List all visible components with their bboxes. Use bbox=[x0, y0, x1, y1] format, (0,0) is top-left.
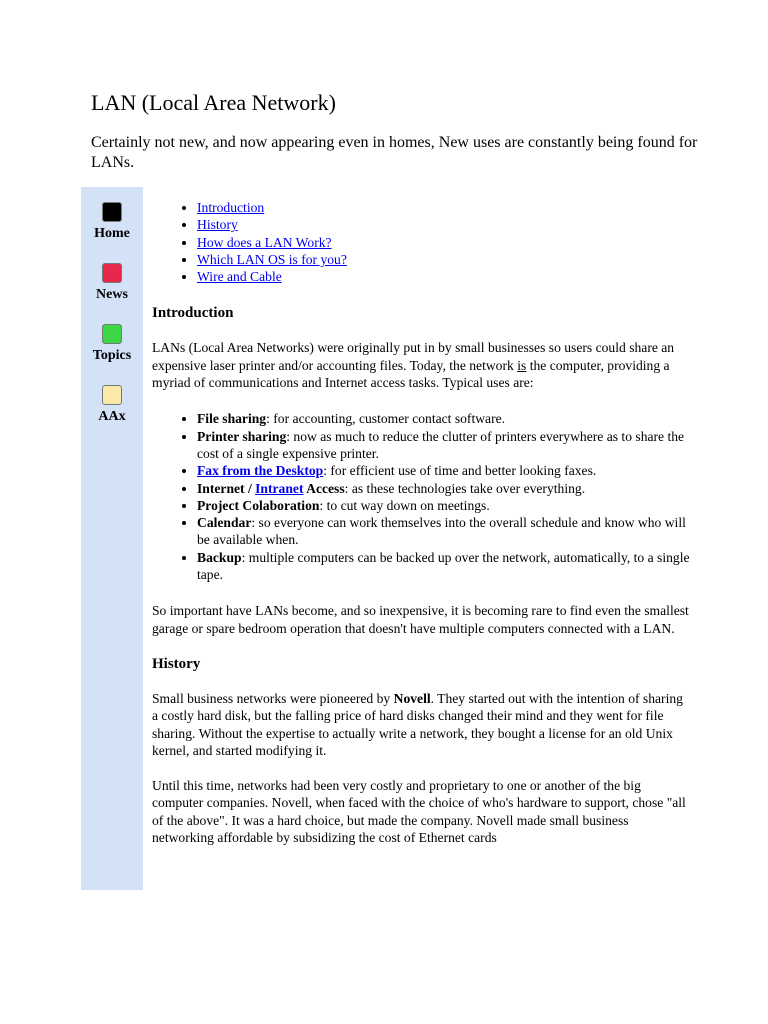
introduction-paragraph-1 bbox=[152, 339, 692, 391]
list-item bbox=[197, 410, 692, 427]
home-icon bbox=[102, 202, 122, 222]
toc-link-history[interactable]: History bbox=[197, 217, 238, 233]
list-item bbox=[197, 216, 692, 233]
use-description: : multiple computers can be backed up over the network, automatically, to a single tape. bbox=[197, 549, 690, 583]
aax-icon bbox=[102, 385, 122, 405]
sidebar-item-news[interactable] bbox=[81, 263, 143, 304]
page-title: LAN (Local Area Network) bbox=[91, 90, 336, 115]
use-term: Calendar bbox=[197, 515, 252, 531]
sidebar-item-home[interactable] bbox=[81, 202, 143, 243]
introduction-paragraph-2: So important have LANs become, and so inexpensive, it is becoming rare to find even the smallest garage or spare bedroom operation that doesn't have multiple computers connected with a LAN. bbox=[152, 603, 689, 636]
use-term: Internet / bbox=[197, 480, 256, 496]
sidebar bbox=[81, 187, 143, 890]
toc-link-introduction[interactable]: Introduction bbox=[197, 200, 265, 215]
intro-paragraph: Certainly not new, and now appearing even in homes, New uses are constantly being found for LANs. bbox=[91, 134, 698, 171]
use-term: Access bbox=[303, 480, 345, 496]
history-paragraph-1 bbox=[152, 690, 692, 759]
use-term: Project Colaboration bbox=[197, 497, 320, 513]
section-heading-introduction: Introduction bbox=[152, 305, 234, 322]
paragraph-text: the computer, providing a myriad of communications and Internet access tasks. Typical uses are: bbox=[152, 357, 670, 391]
list-item bbox=[197, 234, 692, 251]
fax-from-desktop-link[interactable]: Fax from the Desktop bbox=[197, 463, 324, 479]
use-term: File sharing bbox=[197, 411, 267, 427]
main-content bbox=[152, 199, 692, 846]
list-item bbox=[197, 462, 692, 479]
uses-list bbox=[152, 410, 692, 583]
sidebar-item-label: Home bbox=[94, 226, 130, 241]
emphasized-word: is bbox=[517, 357, 527, 373]
list-item bbox=[197, 268, 692, 285]
paragraph-text: . They started out with the intention of sharing a costly hard disk, but the falling price of hard disks changed their mind and they went for file sharing. Without the expertise to actually write a network, they bought a license for an old Unix kernel, and started modifying it. bbox=[152, 690, 683, 758]
paragraph-text: LANs (Local Area Networks) were originally put in by small businesses so users could share an expensive laser printer and/or accounting files. Today, the network bbox=[152, 340, 675, 373]
news-icon bbox=[102, 263, 122, 283]
list-item bbox=[197, 251, 692, 268]
use-description: : now as much to reduce the clutter of printers everywhere as to share the cost of a single expensive printer. bbox=[197, 428, 685, 461]
use-description: : to cut way down on meetings. bbox=[319, 497, 490, 513]
use-description: : as these technologies take over everything. bbox=[344, 480, 586, 496]
list-item bbox=[197, 549, 692, 584]
section-heading-history: History bbox=[152, 655, 201, 672]
topics-icon bbox=[102, 324, 122, 344]
paragraph-text: Small business networks were pioneered by bbox=[152, 690, 394, 706]
list-item bbox=[197, 480, 692, 497]
list-item bbox=[197, 514, 692, 549]
sidebar-item-topics[interactable] bbox=[81, 324, 143, 365]
toc-link-wire-and-cable[interactable]: Wire and Cable bbox=[197, 269, 282, 285]
sidebar-item-label: Topics bbox=[92, 348, 132, 363]
intranet-link[interactable]: Intranet bbox=[255, 480, 304, 496]
toc-link-which-lan-os[interactable]: Which LAN OS is for you? bbox=[197, 251, 347, 267]
sidebar-item-aax[interactable] bbox=[81, 385, 143, 426]
list-item bbox=[197, 199, 692, 216]
sidebar-item-label: News bbox=[96, 287, 128, 302]
table-of-contents bbox=[152, 199, 692, 285]
list-item bbox=[197, 497, 692, 514]
company-name: Novell bbox=[393, 690, 431, 706]
use-description: : for accounting, customer contact software. bbox=[266, 411, 506, 427]
history-paragraph-2: Until this time, networks had been very costly and proprietary to one or another of the big computer companies. Novell, when faced with the choice of who's hardware to support, chose "all of the above". It was a hard choice, but made the company. Novell made small business networking affordable by subsidizing the cost of Ethernet cards bbox=[152, 778, 686, 846]
use-term: Backup bbox=[197, 549, 242, 565]
use-description: : so everyone can work themselves into the overall schedule and know who will be available when. bbox=[197, 515, 686, 548]
list-item bbox=[197, 428, 692, 463]
sidebar-item-label: AAx bbox=[98, 409, 126, 424]
use-term: Printer sharing bbox=[197, 428, 287, 444]
toc-link-how-lan-works[interactable]: How does a LAN Work? bbox=[197, 234, 332, 250]
use-description: : for efficient use of time and better looking faxes. bbox=[323, 463, 597, 479]
